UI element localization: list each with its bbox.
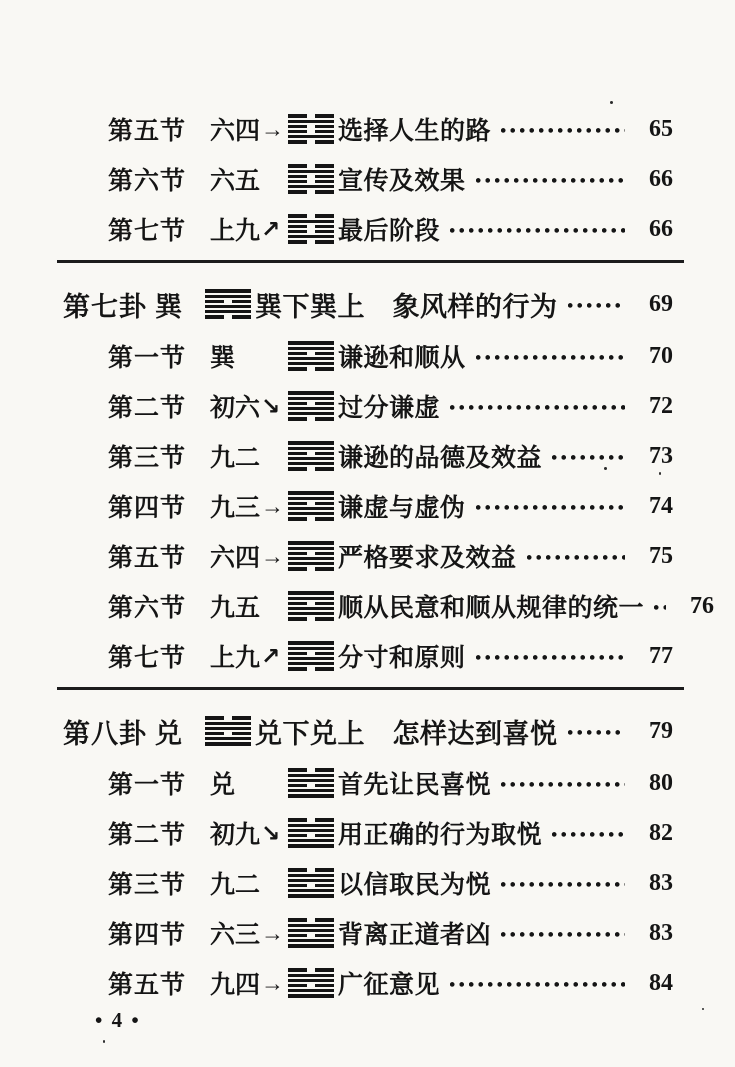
dot-leader [476,654,625,662]
hexagram-line [288,185,334,188]
entry-label: 第五节 [108,971,187,999]
hexagram-line [288,391,334,394]
hexagram-line [288,884,334,887]
toc-row [0,631,735,681]
entry-subject-cell [155,285,205,324]
entry-label: 第二节 [108,821,187,849]
hexagram-line [288,989,334,992]
entry-subject: 上九 [210,217,261,245]
arrow-down-right-icon: ↘ [261,819,281,846]
hexagram-line [288,617,334,620]
hexagram-line [288,844,334,847]
entry-page-number: 74 [649,492,673,519]
hexagram-dui-icon [288,818,334,847]
hexagram-line [288,789,334,792]
toc-row [0,104,735,154]
arrow-right-icon: → [261,542,285,569]
toc-list [0,104,735,1008]
hexagram-line [288,641,334,644]
hexagram-line [288,220,334,223]
hexagram-line [288,130,334,133]
arrow-up-right-icon: ↗ [261,215,281,242]
entry-title: 宣传及效果 [338,167,466,195]
entry-page-number: 65 [649,115,673,142]
entry-subject: 六三 [210,921,261,949]
entry-label: 第一节 [108,344,187,372]
entry-title: 用正确的行为取悦 [338,821,543,849]
toc-row [0,808,735,858]
dot-leader [568,729,626,737]
hexagram-line [288,934,334,937]
entry-subject: 六五 [210,167,261,195]
hexagram-xun-icon [288,341,334,370]
entry-page-number: 82 [649,819,673,846]
hexagram-kan-icon [288,114,334,143]
hexagram-line [288,818,334,821]
entry-label: 第六节 [108,167,187,195]
toc-row [0,431,735,481]
hexagram-line [288,462,334,465]
hexagram-xun-icon [205,289,251,318]
hexagram-line [205,737,251,740]
entry-subject-cell [210,638,288,674]
arrow-down-right-icon: ↘ [261,392,281,419]
entry-title: 背离正道者凶 [338,921,492,949]
hexagram-line [288,602,334,605]
entry-subject: 巽 [210,344,236,372]
hexagram-line [288,889,334,892]
hexagram-dui-icon [288,918,334,947]
hexagram-line [288,512,334,515]
dot-leader [654,604,666,612]
entry-title: 谦逊的品德及效益 [338,444,543,472]
hexagram-line [288,944,334,947]
entry-subject-cell [210,865,288,901]
hexagram-line [288,541,334,544]
hexagram-line [288,517,334,520]
hexagram-dui-icon [288,968,334,997]
hexagram-line [288,452,334,455]
hexagram-dui-icon [288,768,334,797]
entry-title: 以信取民为悦 [338,871,492,899]
entry-subject-cell [210,965,288,1001]
entry-subject-cell [210,538,288,574]
toc-row [0,154,735,204]
entry-subject: 巽 [155,291,182,322]
hexagram-line [288,467,334,470]
hexagram-line [288,874,334,877]
dot-leader [501,781,625,789]
hexagram-line [288,662,334,665]
hexagram-line [288,225,334,228]
toc-row [0,481,735,531]
toc-row [0,531,735,581]
hexagram-line [288,347,334,350]
entry-label: 第二节 [108,394,187,422]
section-divider [57,260,684,263]
hexagram-line [288,774,334,777]
hexagram-line [288,362,334,365]
hexagram-line [288,597,334,600]
hexagram-line [288,929,334,932]
entry-page-number: 77 [649,642,673,669]
hexagram-line [288,924,334,927]
hexagram-line [288,652,334,655]
hexagram-line [288,667,334,670]
entry-label: 第六节 [108,594,187,622]
dot-leader [476,177,625,185]
hexagram-line [288,784,334,787]
entry-subject-cell [210,111,288,147]
entry-subject-cell [210,211,288,247]
hexagram-line [288,591,334,594]
entry-subject-cell [210,765,288,801]
hexagram-line [205,732,251,735]
entry-subject: 上九 [210,644,261,672]
entry-subject: 九五 [210,594,261,622]
dot-leader [450,404,625,412]
toc-row [0,908,735,958]
scan-speck [659,472,661,475]
hexagram-dui-icon [205,716,251,745]
hexagram-line [288,214,334,217]
hexagram-line [288,794,334,797]
toc-row [0,704,735,758]
toc-row [0,331,735,381]
toc-row [0,381,735,431]
entry-subject-cell [210,815,288,851]
dot-leader [501,931,625,939]
hexagram-xun-icon [288,591,334,620]
hexagram-line [288,367,334,370]
entry-title: 首先让民喜悦 [338,771,492,799]
entry-label: 第五节 [108,544,187,572]
hexagram-xun-icon [288,441,334,470]
hexagram-line [288,125,334,128]
hexagram-line [288,612,334,615]
hexagram-line [288,230,334,233]
toc-row [0,758,735,808]
hexagram-line [288,114,334,117]
entry-page-number: 72 [649,392,673,419]
dot-leader [476,354,625,362]
hexagram-line [288,779,334,782]
entry-page-number: 80 [649,769,673,796]
hexagram-line [288,457,334,460]
hexagram-line [288,175,334,178]
hexagram-line [288,235,334,238]
hexagram-line [288,170,334,173]
arrow-up-right-icon: ↗ [261,642,281,669]
toc-row [0,581,735,631]
entry-page-number: 75 [649,542,673,569]
entry-label: 第五节 [108,117,187,145]
entry-subject-cell [210,338,288,374]
hexagram-line [288,868,334,871]
hexagram-line [288,402,334,405]
hexagram-line [205,742,251,745]
hexagram-line [288,879,334,882]
hexagram-line [288,497,334,500]
hexagram-line [288,491,334,494]
entry-title: 谦虚与虚伪 [338,494,466,522]
hexagram-line [288,240,334,243]
hexagram-line [288,557,334,560]
dot-leader [527,554,625,562]
hexagram-xun-icon [288,641,334,670]
entry-page-number: 79 [649,717,673,744]
entry-title: 谦逊和顺从 [338,344,466,372]
entry-page-number: 83 [649,919,673,946]
scan-speck [702,1008,704,1010]
hexagram-line [288,567,334,570]
hexagram-dui-icon [288,868,334,897]
dot-leader [476,504,625,512]
entry-label: 第八卦 [63,718,147,749]
hexagram-line [288,562,334,565]
hexagram-line [205,716,251,719]
dot-leader [568,302,626,310]
page-footer: • 4 • [95,1008,141,1032]
hexagram-line [288,607,334,610]
hexagram-line [205,300,251,303]
hexagram-line [288,552,334,555]
entry-subject: 九二 [210,444,261,472]
section-divider [57,687,684,690]
arrow-right-icon: → [261,492,285,519]
hexagram-line [288,647,334,650]
hexagram-xun-icon [288,391,334,420]
hexagram-line [288,441,334,444]
entry-page-number: 69 [649,290,673,317]
hexagram-line [205,727,251,730]
hexagram-line [288,341,334,344]
entry-title: 巽下巽上 象风样的行为 [255,291,558,322]
entry-subject: 九三 [210,494,261,522]
entry-label: 第七节 [108,644,187,672]
entry-subject: 兑 [210,771,236,799]
hexagram-line [288,120,334,123]
hexagram-xun-icon [288,541,334,570]
hexagram-kan-icon [288,214,334,243]
dot-leader [552,454,625,462]
hexagram-line [288,839,334,842]
entry-subject: 兑 [155,718,182,749]
hexagram-line [205,295,251,298]
hexagram-line [288,417,334,420]
hexagram-line [205,289,251,292]
entry-subject-cell [210,488,288,524]
entry-subject: 初六 [210,394,261,422]
hexagram-line [288,974,334,977]
entry-label: 第七节 [108,217,187,245]
toc-row [0,858,735,908]
entry-page-number: 84 [649,969,673,996]
entry-title: 严格要求及效益 [338,544,517,572]
toc-row [0,204,735,254]
entry-subject: 初九 [210,821,261,849]
entry-label: 第三节 [108,444,187,472]
arrow-right-icon: → [261,115,285,142]
hexagram-line [288,894,334,897]
entry-page-number: 66 [649,165,673,192]
entry-subject: 九二 [210,871,261,899]
hexagram-line [288,135,334,138]
entry-subject: 九四 [210,971,261,999]
hexagram-line [288,994,334,997]
scan-speck [610,101,613,104]
entry-subject: 六四 [210,117,261,145]
hexagram-line [205,305,251,308]
dot-leader [501,127,625,135]
hexagram-line [288,357,334,360]
hexagram-line [288,447,334,450]
entry-subject-cell [155,712,205,751]
hexagram-line [288,829,334,832]
hexagram-line [288,968,334,971]
entry-title: 兑下兑上 怎样达到喜悦 [255,718,558,749]
entry-title: 广征意见 [338,971,441,999]
entry-title: 过分谦虚 [338,394,441,422]
hexagram-line [288,547,334,550]
entry-label: 第七卦 [63,291,147,322]
entry-page-number: 76 [690,592,715,619]
hexagram-xun-icon [288,491,334,520]
hexagram-line [288,984,334,987]
toc-row [0,958,735,1008]
entry-label: 第三节 [108,871,187,899]
arrow-right-icon: → [261,969,285,996]
entry-title: 分寸和原则 [338,644,466,672]
entry-label: 第四节 [108,921,187,949]
dot-leader [450,227,625,235]
hexagram-line [288,412,334,415]
entry-page-number: 70 [649,342,673,369]
entry-subject-cell [210,161,288,197]
entry-title: 选择人生的路 [338,117,492,145]
dot-leader [450,981,625,989]
hexagram-line [205,722,251,725]
entry-label: 第四节 [108,494,187,522]
hexagram-line [205,315,251,318]
arrow-right-icon: → [261,919,285,946]
hexagram-line [288,918,334,921]
entry-page-number: 83 [649,869,673,896]
entry-page-number: 73 [649,442,673,469]
hexagram-line [288,939,334,942]
hexagram-line [288,164,334,167]
toc-row [0,277,735,331]
hexagram-line [288,979,334,982]
entry-subject-cell [210,388,288,424]
hexagram-line [288,824,334,827]
hexagram-line [288,507,334,510]
hexagram-line [288,502,334,505]
hexagram-line [288,768,334,771]
entry-subject-cell [210,438,288,474]
entry-subject-cell [210,588,288,624]
entry-title: 最后阶段 [338,217,441,245]
entry-label: 第一节 [108,771,187,799]
hexagram-line [288,352,334,355]
hexagram-line [288,397,334,400]
dot-leader [501,881,625,889]
entry-page-number: 66 [649,215,673,242]
hexagram-line [288,834,334,837]
entry-subject-cell [210,915,288,951]
hexagram-line [288,180,334,183]
dot-leader [552,831,625,839]
hexagram-line [288,190,334,193]
hexagram-kan-icon [288,164,334,193]
hexagram-line [205,310,251,313]
entry-title: 顺从民意和顺从规律的统一 [338,594,645,622]
scan-speck [103,1040,105,1043]
hexagram-line [288,140,334,143]
entry-subject: 六四 [210,544,261,572]
hexagram-line [288,407,334,410]
scan-speck [604,467,607,470]
hexagram-line [288,657,334,660]
